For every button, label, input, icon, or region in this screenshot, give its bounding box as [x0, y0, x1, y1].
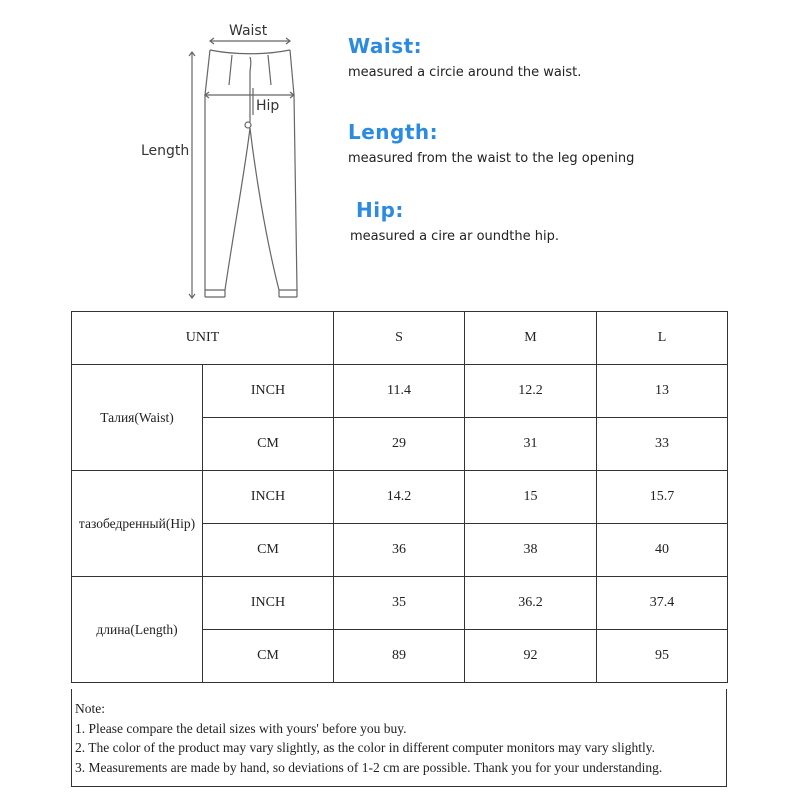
value-cell: 11.4 — [334, 365, 465, 418]
value-cell: 33 — [597, 418, 728, 471]
length-definition-title: Length: — [348, 120, 439, 144]
unit-cell: INCH — [203, 471, 334, 524]
metric-waist: Талия(Waist) — [72, 365, 203, 471]
metric-length: длина(Length) — [72, 577, 203, 683]
header-unit: UNIT — [72, 312, 334, 365]
value-cell: 35 — [334, 577, 465, 630]
value-cell: 36.2 — [465, 577, 597, 630]
metric-hip: тазобедренный(Hip) — [72, 471, 203, 577]
note-line-3: 3. Measurements are made by hand, so deviations of 1-2 cm are possible. Thank you for your understanding. — [75, 759, 663, 775]
value-cell: 89 — [334, 630, 465, 683]
table-header-row — [72, 312, 728, 365]
unit-cell: CM — [203, 630, 334, 683]
value-cell: 15 — [465, 471, 597, 524]
waistband-top — [210, 50, 290, 54]
value-cell: 92 — [465, 630, 597, 683]
unit-cell: INCH — [203, 365, 334, 418]
waist-definition-title: Waist: — [348, 34, 423, 58]
unit-cell: INCH — [203, 577, 334, 630]
hip-definition-text: measured a cire ar oundthe hip. — [350, 229, 559, 244]
notes-heading: Note: — [75, 701, 105, 716]
note-line-1: 1. Please compare the detail sizes with yours' before you buy. — [75, 720, 407, 736]
pants-diagram — [0, 0, 340, 305]
value-cell: 13 — [597, 365, 728, 418]
length-definition-text: measured from the waist to the leg opening — [348, 151, 635, 166]
notes-box — [71, 689, 727, 787]
size-chart-table — [71, 311, 728, 683]
unit-cell: CM — [203, 524, 334, 577]
waist-label: Waist — [229, 23, 268, 39]
hip-definition-title: Hip: — [356, 198, 404, 222]
value-cell: 14.2 — [334, 471, 465, 524]
header-size-m: M — [465, 312, 597, 365]
hip-label: Hip — [256, 98, 280, 114]
header-size-l: L — [597, 312, 728, 365]
left-leg-inner — [225, 128, 250, 290]
unit-cell: CM — [203, 418, 334, 471]
note-line-2: 2. The color of the product may vary slightly, as the color in different computer monitors may vary slightly. — [75, 740, 655, 755]
value-cell: 40 — [597, 524, 728, 577]
value-cell: 38 — [465, 524, 597, 577]
table-row — [72, 365, 728, 418]
value-cell: 95 — [597, 630, 728, 683]
table-row — [72, 577, 728, 630]
value-cell: 36 — [334, 524, 465, 577]
value-cell: 12.2 — [465, 365, 597, 418]
length-label: Length — [141, 143, 190, 159]
value-cell: 29 — [334, 418, 465, 471]
right-leg-inner — [250, 128, 279, 290]
table-row — [72, 471, 728, 524]
waist-definition-text: measured a circie around the waist. — [348, 65, 582, 80]
value-cell: 15.7 — [597, 471, 728, 524]
right-leg-outer — [294, 95, 297, 290]
value-cell: 31 — [465, 418, 597, 471]
value-cell: 37.4 — [597, 577, 728, 630]
header-size-s: S — [334, 312, 465, 365]
